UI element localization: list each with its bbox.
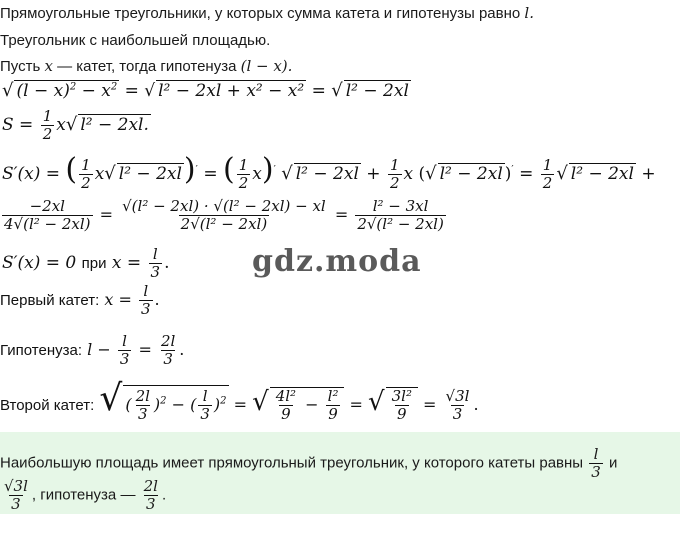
second-leg-line: Второй катет: √ ( $\frac{2l}{3}$ )$^2$ − ( $\frac{l}{3}$ )$^2$ = √ $\frac{\text{4l²}}{9}$ − $\frac{\text{l²}}{9}$ = √ $\frac{\text{3l²}}{9}$ = $\frac{√3l}{3}$ . <box>0 378 479 423</box>
problem-subtitle: Треугольник с наибольшей площадью. <box>0 32 271 49</box>
frac-a-num: −2xl <box>29 197 65 215</box>
answer-text-1: Наибольшую площадь имеет прямоугольный треугольник, у которого катеты равны <box>0 454 584 472</box>
s-left: S = <box>2 115 34 135</box>
sl-num-1: 4l² <box>275 387 297 405</box>
formula-hypotenuse-root: √ $(l - x)^2 - x^2$ = √ l² − 2xl + x² − x² = √ l² − 2xl <box>2 80 409 101</box>
s-x: x <box>56 115 66 135</box>
d-half-num: 1 <box>81 156 91 174</box>
first-leg-label: Первый катет: <box>0 292 100 309</box>
f1-eq1: = √ <box>124 81 156 101</box>
d-half-den: 2 <box>81 174 91 192</box>
hypotenuse-label: Гипотенуза: <box>0 342 83 359</box>
f1-radicand-2: l² − 2xl <box>345 81 409 101</box>
hypotenuse-line: Гипотенуза: l − $\frac{l}{3}$ = $\frac{2l}{3}$ . <box>0 332 185 368</box>
s-fraction <box>41 108 55 143</box>
frac-a <box>2 198 93 233</box>
d-left: S′(x) = <box>2 164 61 184</box>
zero-text: при <box>81 255 107 272</box>
problem-title <box>0 4 534 23</box>
let-prefix: Пусть <box>0 58 41 75</box>
frac-c <box>355 198 446 233</box>
second-leg-label: Второй катет: <box>0 397 95 414</box>
zero-frac-num: l <box>152 245 158 263</box>
formula-derivative-zero: S′(x) = 0 при x = $\frac{l}{3}$ . <box>2 245 170 281</box>
zero-right: x = <box>111 253 142 273</box>
f1-radicand-1: l² − 2xl + x² − x² <box>158 81 305 101</box>
sl-num-3: 3l² <box>391 387 412 405</box>
zero-frac-den: 3 <box>150 263 161 281</box>
formula-area: S = $\frac{1}{2}$ x√ l² − 2xl. <box>2 107 149 143</box>
frac-b-num: √(l² − 2xl) · √(l² − 2xl) − xl <box>122 197 326 215</box>
d-plus: + <box>366 164 381 184</box>
let-middle: — катет, тогда гипотенуза <box>57 58 237 75</box>
formula-fractions: $\frac{-2xl}{\text{4√(l² − 2xl)}}$ = $\frac{\text{√(l² − 2xl) · √(l² − 2xl) − xl}}{\text{2√(l² − 2xl)}}$ = $\frac{\text{l² − 3xl}}{\text{2√(l² − 2xl)}}$ <box>4 197 444 233</box>
let-statement <box>0 57 292 76</box>
title-text: Прямоугольные треугольники, у которых сумма катета и гипотенузы равно <box>0 5 521 22</box>
sl-num-2: l² <box>327 387 339 405</box>
watermark-logo: gdz.moda <box>252 244 422 279</box>
answer-text-2: , гипотенуза — <box>31 486 136 504</box>
answer-line-1: Наибольшую площадь имеет прямоугольный треугольник, у которого катеты равны $\frac{l}{3}$ и <box>0 445 618 481</box>
answer-line-2: $\frac{√3l}{3}$ , гипотенуза — $\frac{2l}{3}$ . <box>4 477 167 513</box>
sl-den-1: 9 <box>281 405 291 423</box>
answer-and: и <box>608 454 618 472</box>
let-variable: x <box>44 57 53 75</box>
frac-c-den: 2√(l² − 2xl) <box>357 215 444 233</box>
s-den: 2 <box>42 125 53 143</box>
first-leg-line: Первый катет: x = $\frac{l}{3}$ . <box>0 282 160 318</box>
s-num: 1 <box>42 107 53 125</box>
d-x: x <box>252 164 262 184</box>
frac-a-den: 4√(l² − 2xl) <box>4 215 91 233</box>
frac-b-den: 2√(l² − 2xl) <box>180 215 268 233</box>
f1-left: (l − x) <box>16 81 70 101</box>
formula-derivative: S′(x) = ( $\frac{1}{2}$ x√ l² − 2xl)′ = ( $\frac{1}{2}$ x)′ √ l² − 2xl + $\frac{1}{2}$ x (√ l² − 2xl )′ = $\frac{1}{2}$ √ l² − 2xl + <box>2 152 656 192</box>
hyp-num: 2l <box>160 332 176 350</box>
let-expression: (l − x). <box>240 57 293 75</box>
f1-mid: − x <box>81 81 111 101</box>
zero-left: S′(x) = 0 <box>2 253 77 273</box>
frac-c-num: l² − 3xl <box>372 197 429 215</box>
sl-result-num: √3l <box>445 387 470 405</box>
title-variable: l. <box>524 4 534 22</box>
frac-b <box>120 198 328 233</box>
s-radicand: l² − 2xl. <box>80 115 149 135</box>
d-rad-1: l² − 2xl <box>118 164 182 184</box>
